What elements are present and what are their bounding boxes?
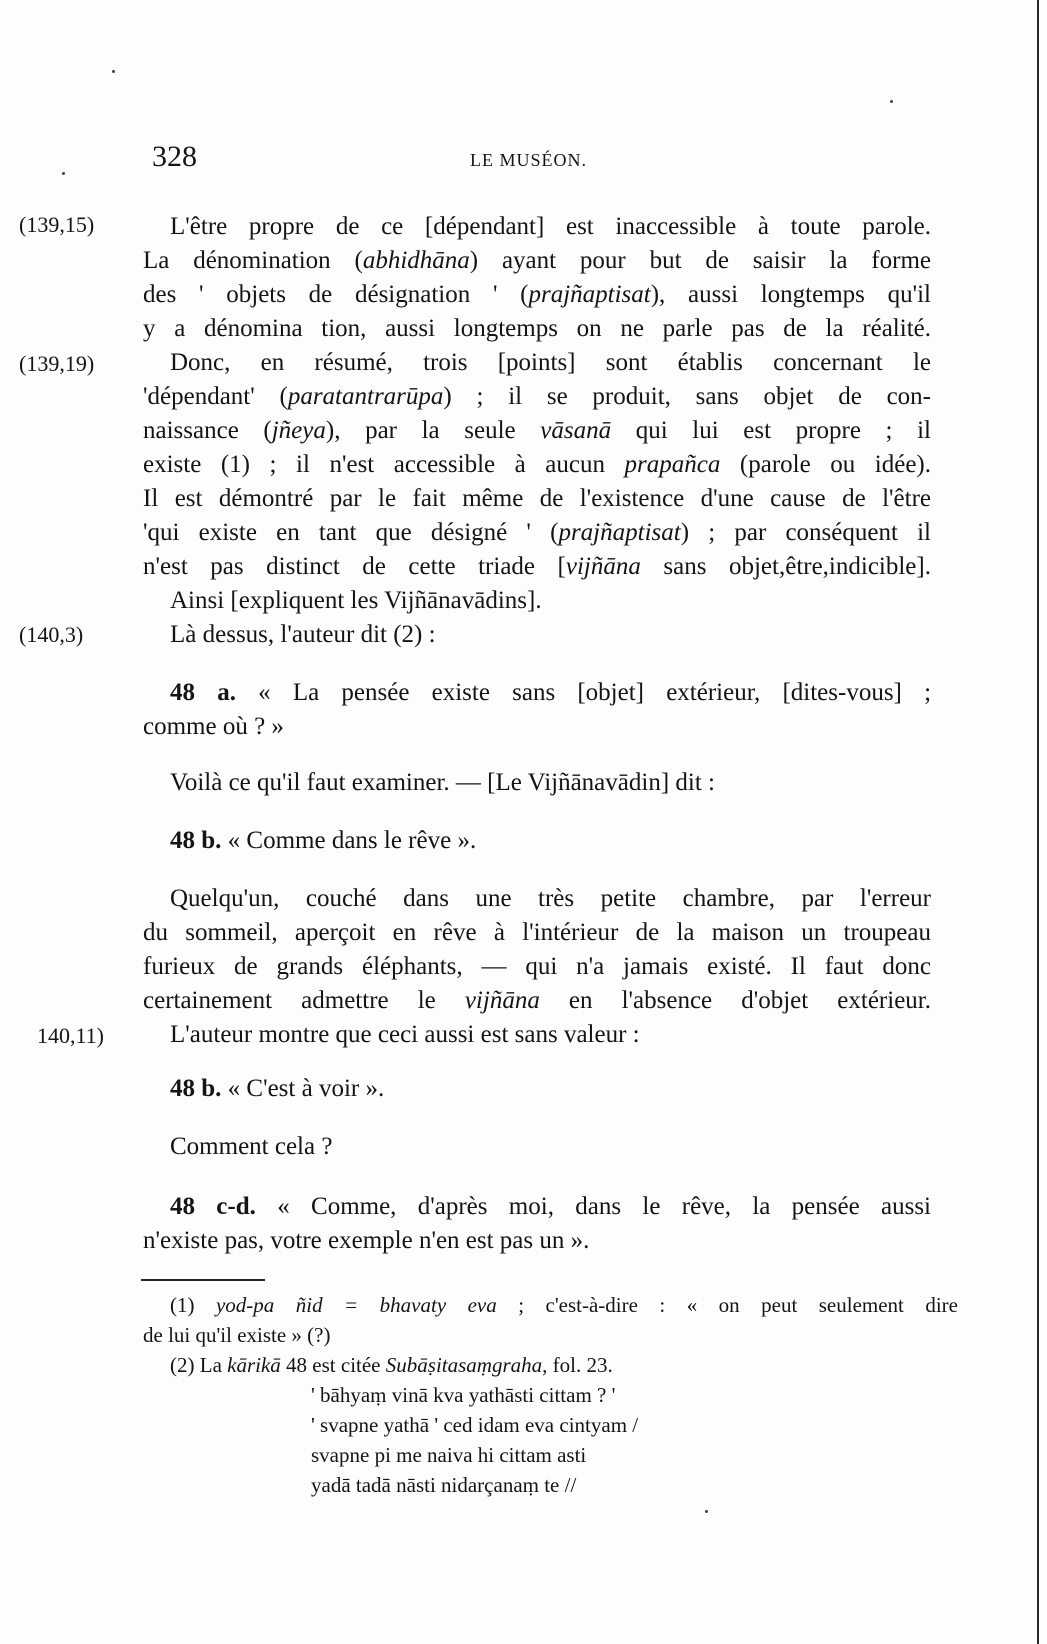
text-line: furieux de grands éléphants, — qui n'a jamais existé. Il faut donc — [143, 953, 931, 980]
footnote-verse-line: yadā tadā nāsti nidarçanaṃ te // — [311, 1473, 577, 1497]
text-line: Là dessus, l'auteur dit (2) : — [170, 621, 436, 648]
text-line: Ainsi [expliquent les Vijñānavādins]. — [170, 587, 542, 614]
verse-line: 48 b. « C'est à voir ». — [170, 1075, 385, 1102]
footnote-verse-line: svapne pi me naiva hi cittam asti — [311, 1443, 587, 1467]
verse-line: comme où ? » — [143, 713, 284, 740]
text-line: 'qui existe en tant que désigné ' (prajñaptisat) ; par conséquent il — [143, 519, 931, 546]
margin-ref: 140,11) — [37, 1023, 105, 1048]
footnote-verse-line: ' bāhyaṃ vinā kva yathāsti cittam ? ' — [311, 1383, 616, 1407]
footnote-rule — [141, 1279, 265, 1281]
speck-mark — [705, 1510, 708, 1513]
page-number: 328 — [152, 140, 197, 173]
margin-ref: (139,19) — [19, 351, 95, 376]
text-line: 'dépendant' (paratantrarūpa) ; il se produit, sans objet de con- — [143, 383, 931, 410]
running-title: LE MUSÉON. — [470, 150, 587, 170]
text-line: des ' objets de désignation ' (prajñaptisat), aussi longtemps qu'il — [143, 281, 931, 308]
verse-number: 48 a. — [170, 679, 236, 706]
verse-line: 48 a. « La pensée existe sans [objet] extérieur, [dites-vous] ; — [170, 679, 932, 706]
footnote-verse-line: ' svapne yathā ' ced idam eva cintyam / — [311, 1413, 639, 1437]
text-line: Il est démontré par le fait même de l'existence d'une cause de l'être — [143, 485, 931, 512]
speck-mark — [890, 100, 893, 103]
text-line: Donc, en résumé, trois [points] sont établis concernant le — [170, 349, 931, 376]
text-line: Comment cela ? — [170, 1133, 333, 1160]
text-line: L'être propre de ce [dépendant] est inaccessible à toute parole. — [170, 213, 931, 240]
verse-line: 48 b. « Comme dans le rêve ». — [170, 827, 477, 854]
text-line: Quelqu'un, couché dans une très petite chambre, par l'erreur — [170, 885, 931, 912]
text-line: certainement admettre le vijñāna en l'absence d'objet extérieur. — [143, 987, 931, 1014]
page-edge-line — [1037, 0, 1039, 1644]
page-header — [140, 140, 930, 180]
footnote-line: (1) yod-pa ñid = bhavaty eva ; c'est-à-dire : « on peut seulement dire — [170, 1293, 958, 1317]
verse-number: 48 b. — [170, 1075, 222, 1102]
text-line: y a dénomina tion, aussi longtemps on ne parle pas de la réalité. — [143, 315, 931, 342]
footnote-line: (2) La kārikā 48 est citée Subāṣitasaṃgraha, fol. 23. — [170, 1353, 613, 1377]
verse-number: 48 b. — [170, 827, 222, 854]
text-line: Voilà ce qu'il faut examiner. — [Le Vijñānavādin] dit : — [170, 769, 715, 796]
text-line: n'est pas distinct de cette triade [vijñāna sans objet,être,indicible]. — [143, 553, 931, 580]
speck-mark — [62, 172, 65, 175]
footnote-line: de lui qu'il existe » (?) — [143, 1323, 331, 1347]
verse-number: 48 c-d. — [170, 1193, 256, 1220]
text-line: La dénomination (abhidhāna) ayant pour but de saisir la forme — [143, 247, 931, 274]
text-line: naissance (jñeya), par la seule vāsanā qui lui est propre ; il — [143, 417, 931, 444]
margin-ref: (139,15) — [19, 212, 95, 237]
text-line: L'auteur montre que ceci aussi est sans valeur : — [170, 1021, 640, 1048]
margin-ref: (140,3) — [19, 622, 84, 647]
speck-mark — [112, 70, 115, 73]
verse-line: n'existe pas, votre exemple n'en est pas un ». — [143, 1227, 590, 1254]
text-line: existe (1) ; il n'est accessible à aucun prapañca (parole ou idée). — [143, 451, 931, 478]
verse-line: 48 c-d. « Comme, d'après moi, dans le rêve, la pensée aussi — [170, 1193, 932, 1220]
text-line: du sommeil, aperçoit en rêve à l'intérieur de la maison un troupeau — [143, 919, 931, 946]
